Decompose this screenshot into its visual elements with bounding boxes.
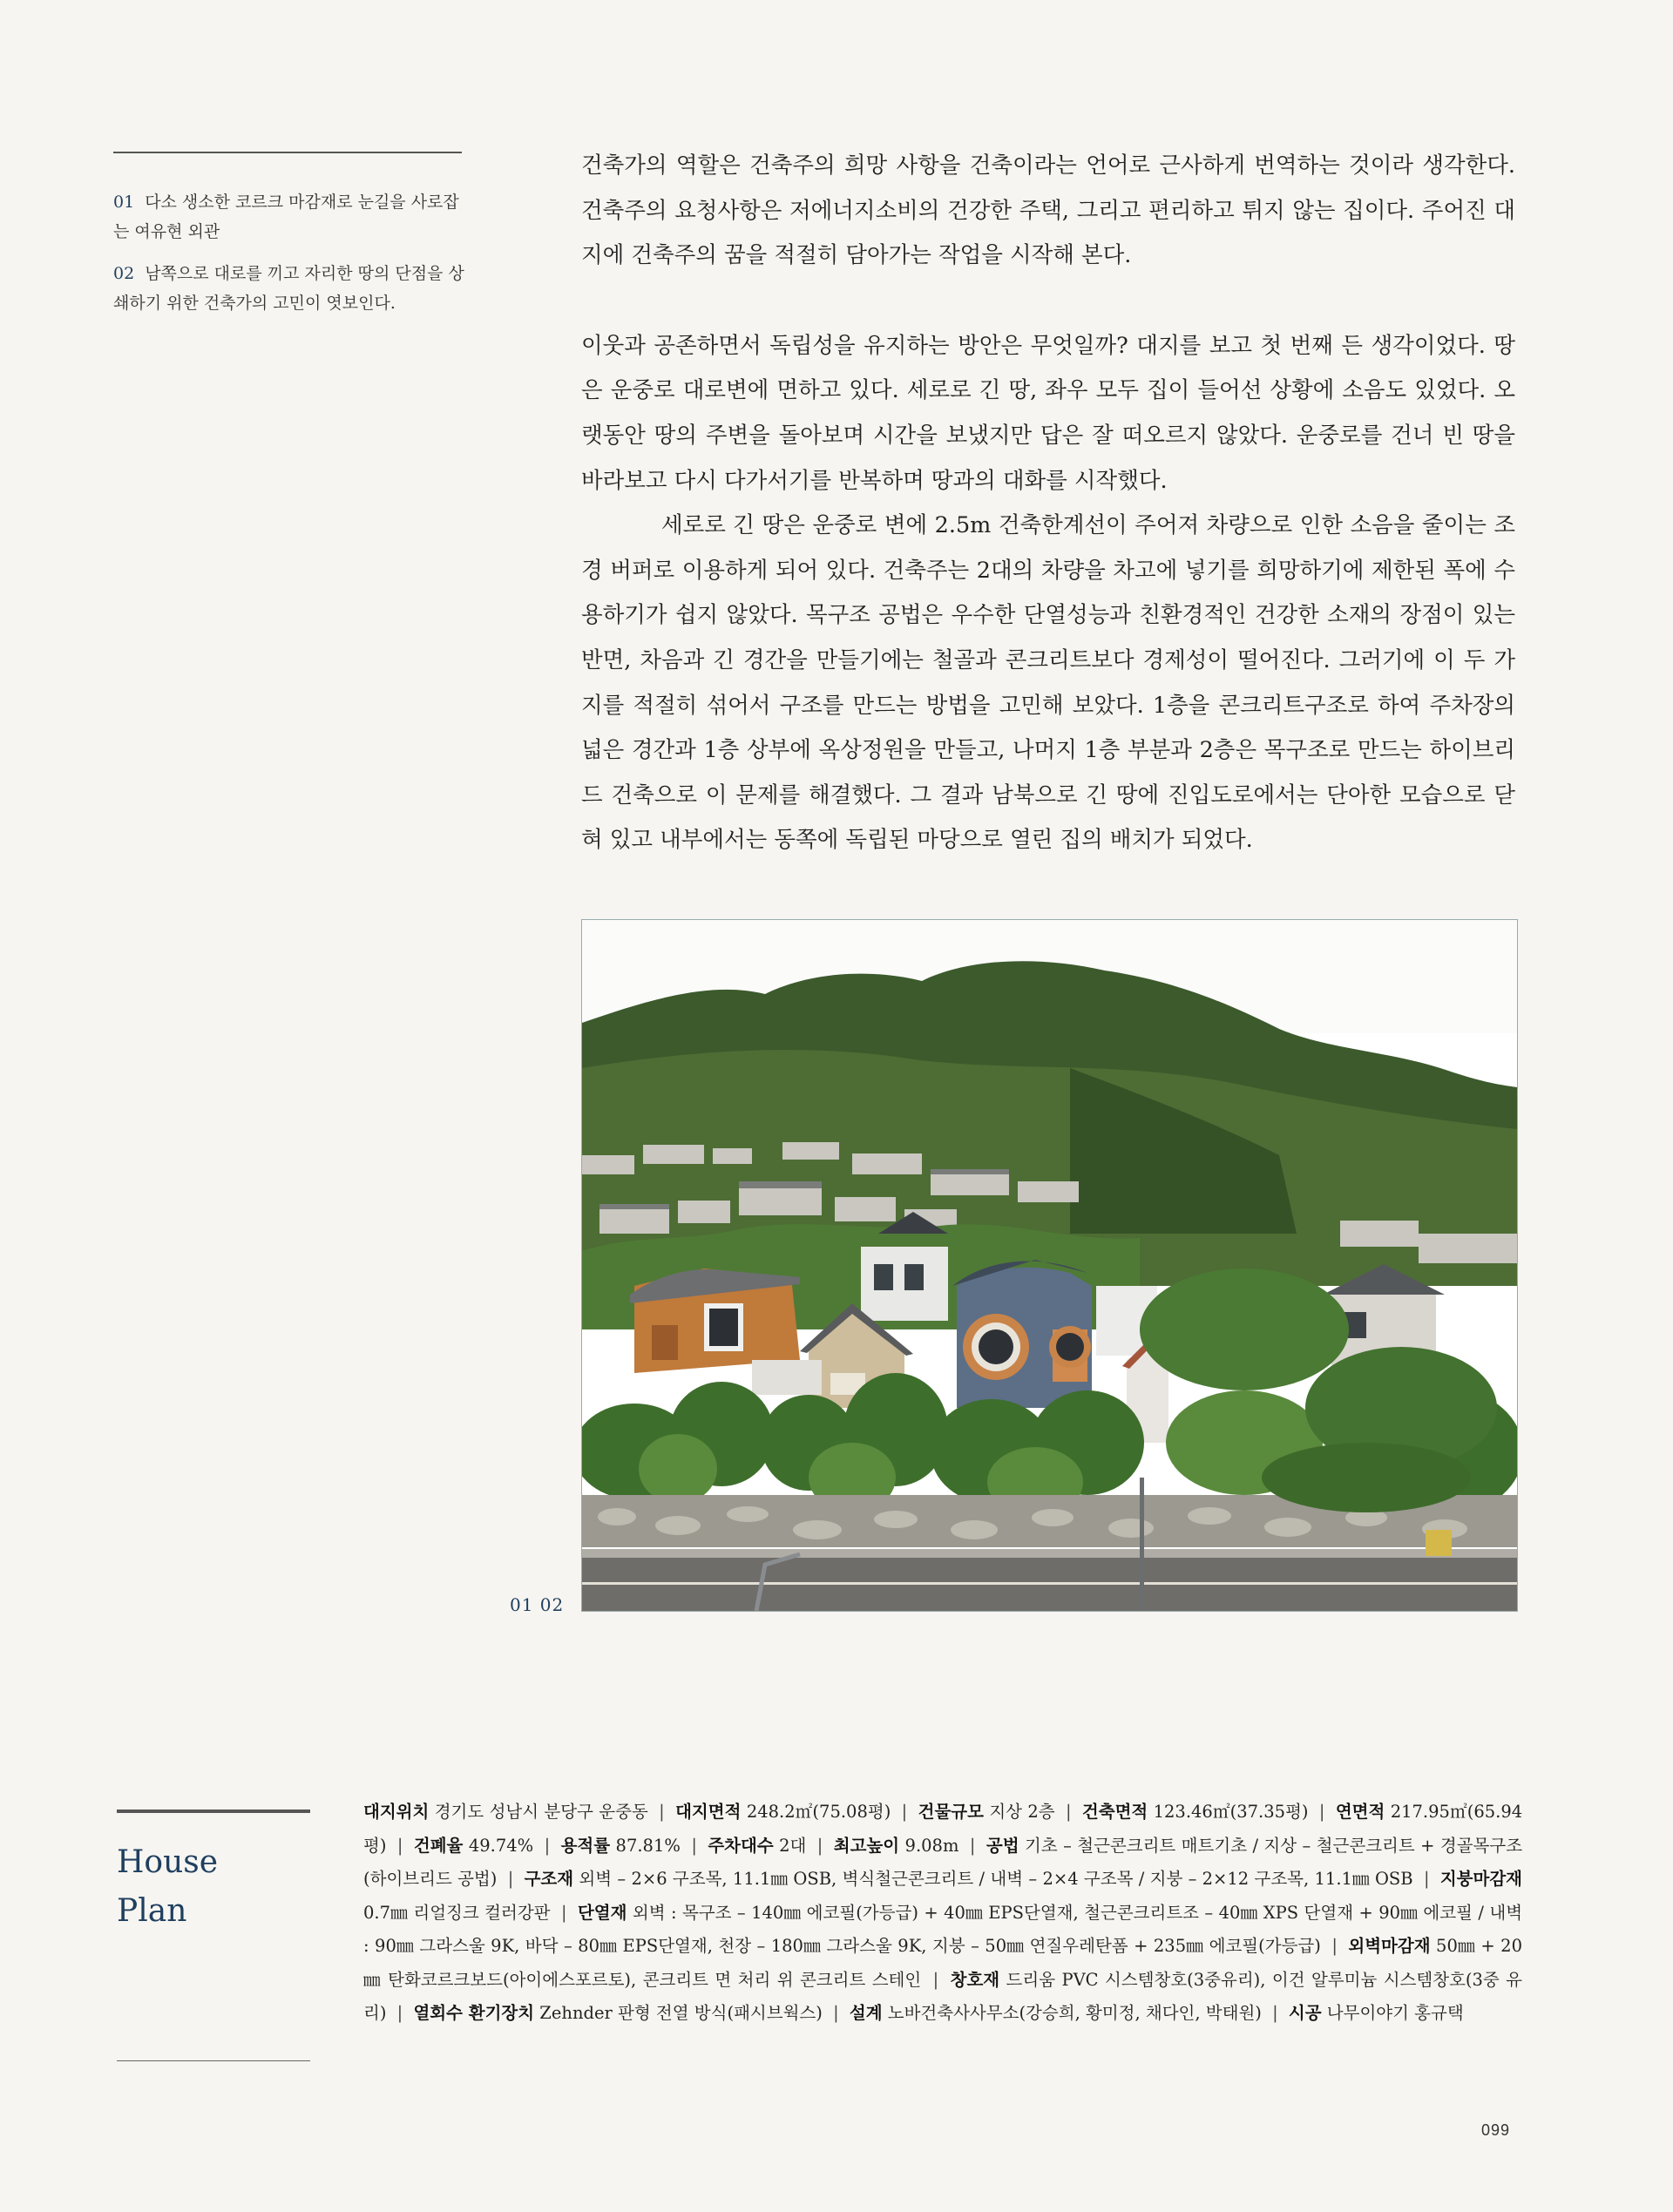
house-photo-illustration — [582, 920, 1517, 1611]
spec-value: 217.95㎡(65.94평) — [363, 1802, 1523, 1856]
spec-value: 0.7㎜ 리얼징크 컬러강판 — [363, 1902, 551, 1923]
page-number: 099 — [1481, 2121, 1511, 2139]
spec-label: 용적률 — [560, 1835, 611, 1856]
house-plan-title-line1: House — [117, 1844, 219, 1880]
spec-label: 연면적 — [1335, 1802, 1385, 1822]
spec-value: 경기도 성남시 분당구 운중동 — [434, 1802, 648, 1822]
spec-value: 지상 2층 — [989, 1802, 1055, 1822]
article-body — [581, 144, 1515, 863]
spec-separator: | — [816, 1835, 823, 1856]
paragraph: 세로로 긴 땅은 운중로 변에 2.5m 건축한계선이 주어져 차량으로 인한 소음을 줄이는 조경 버퍼로 이용하게 되어 있다. 건축주는 2대의 차량을 차고에 넣기를 희망하기에 제한된 폭에 수용하기가 쉽지 않았다. 목구조 공법은 우수한 단열성능과 친환경적인 건강한 소재의 장점이 있는 반면, 차음과 긴 경간을 만들기에는 철골과 콘크리트보다 경제성이 떨어진다. 그러기에 이 두 가지를 적절히 섞어서 구조를 만드는 방법을 고민해 보았다. 1층을 콘크리트구조로 하여 주차장의 넓은 경간과 1층 상부에 옥상정원을 만들고, 나머지 1층 부분과 2층은 목구조로 만드는 하이브리드 건축으로 이 문제를 해결했다. 그 결과 남북으로 긴 땅에 진입도로에서는 단아한 모습으로 닫혀 있고 내부에서는 동쪽에 독립된 마당으로 열린 집의 배치가 되었다. — [581, 512, 1515, 854]
spec-separator: | — [1318, 1802, 1325, 1822]
spec-value: 9.08m — [904, 1835, 959, 1856]
caption-text: 다소 생소한 코르크 마감재로 눈길을 사로잡는 여유현 외관 — [113, 193, 459, 241]
spec-value: 123.46㎡(37.35평) — [1153, 1802, 1309, 1822]
spec-separator: | — [901, 1802, 908, 1822]
paragraph: 건축가의 역할은 건축주의 희망 사항을 건축이라는 언어로 근사하게 번역하는 것이라 생각한다. 건축주의 요청사항은 저에너지소비의 건강한 주택, 그리고 편리하고 튀지 않는 집이다. 주어진 대지에 건축주의 꿈을 적절히 담아가는 작업을 시작해 본다. — [581, 152, 1515, 269]
spec-value: 기초 – 철근콘크리트 매트기초 / 지상 – 철근콘크리트 + 경골목구조(하이브리드 공법) — [363, 1835, 1523, 1889]
spec-separator: | — [1423, 1869, 1430, 1889]
spec-label: 구조재 — [524, 1869, 574, 1889]
spec-label: 건축면적 — [1081, 1802, 1148, 1822]
photo-numbers: 01 02 — [510, 1594, 565, 1615]
spec-separator: | — [932, 1969, 939, 1990]
spec-separator: | — [396, 1835, 403, 1856]
spec-separator: | — [1331, 1936, 1338, 1956]
spec-label: 대지면적 — [675, 1802, 742, 1822]
house-plan-title-line2: Plan — [117, 1893, 187, 1929]
spec-value: 외벽 : 목구조 – 140㎜ 에코필(가등급) + 40㎜ EPS단열재, 철근콘크리트조 – 40㎜ XPS 단열재 + 90㎜ 에코필 / 내벽 : 90㎜ 그라스울 9K, 바닥 – 80㎜ EPS단열재, 천장 – 180㎜ 그라스울 9K, 지붕 – 50㎜ 연질우레탄폼 + 235㎜ 에코필(가등급) — [363, 1902, 1523, 1956]
spec-separator: | — [507, 1869, 514, 1889]
paragraph: 이웃과 공존하면서 독립성을 유지하는 방안은 무엇일까? 대지를 보고 첫 번째 든 생각이었다. 땅은 운중로 대로변에 면하고 있다. 세로로 긴 땅, 좌우 모두 집이 들어선 상황에 소음도 있었다. 오랫동안 땅의 주변을 돌아보며 시간을 보냈지만 답은 잘 떠오르지 않았다. 운중로를 건너 빈 땅을 바라보고 다시 다가서기를 반복하며 땅과의 대화를 시작했다. — [581, 332, 1515, 494]
spec-value: 87.81% — [615, 1835, 681, 1856]
spec-separator: | — [691, 1835, 697, 1856]
spec-separator: | — [560, 1902, 567, 1923]
spec-label: 주차대수 — [708, 1835, 774, 1856]
spec-separator: | — [544, 1835, 551, 1856]
spec-value: 외벽 – 2×6 구조목, 11.1㎜ OSB, 벽식철근콘크리트 / 내벽 – 2×4 구조목 / 지붕 – 2×12 구조목, 11.1㎜ OSB — [579, 1869, 1413, 1889]
spec-label: 외벽마감재 — [1348, 1936, 1431, 1956]
house-plan-title — [117, 1838, 317, 1936]
caption-02 — [113, 259, 471, 318]
spec-label: 최고높이 — [833, 1835, 900, 1856]
spec-value: 나무이야기 홍규택 — [1326, 2003, 1464, 2023]
spec-value: 2대 — [779, 1835, 807, 1856]
spec-label: 시공 — [1288, 2003, 1322, 2023]
spec-value: 50㎜ + 20㎜ 탄화코르크보드(아이에스포르토), 콘크리트 면 처리 위 콘크리트 스테인 — [363, 1936, 1522, 1990]
spec-value: Zehnder 판형 전열 방식(패시브웍스) — [539, 2003, 823, 2023]
top-left-divider — [113, 152, 462, 153]
spec-label: 단열재 — [577, 1902, 627, 1923]
spec-label: 열회수 환기장치 — [413, 2003, 535, 2023]
spec-label: 대지위치 — [363, 1802, 430, 1822]
house-plan-bottom-divider — [117, 2060, 310, 2061]
spec-label: 공법 — [986, 1835, 1019, 1856]
spec-label: 창호재 — [950, 1969, 1000, 1990]
photo-captions — [113, 187, 471, 330]
house-plan-top-divider — [117, 1810, 310, 1813]
spec-separator: | — [833, 2003, 839, 2023]
house-plan-specs — [363, 1796, 1522, 2031]
spec-separator: | — [396, 2003, 403, 2023]
spec-separator: | — [1272, 2003, 1278, 2023]
spec-label: 지붕마감재 — [1439, 1869, 1523, 1889]
spec-value: 248.2㎡(75.08평) — [746, 1802, 891, 1822]
spec-separator: | — [1065, 1802, 1072, 1822]
spec-value: 49.74% — [468, 1835, 534, 1856]
spec-label: 설계 — [849, 2003, 883, 2023]
house-photo — [581, 919, 1518, 1612]
spec-separator: | — [969, 1835, 976, 1856]
spec-value: 드리움 PVC 시스템창호(3중유리), 이건 알루미늄 시스템창호(3중 유리) — [363, 1969, 1522, 2023]
spec-value: 노바건축사사무소(강승희, 황미정, 채다인, 박태원) — [887, 2003, 1262, 2023]
spec-separator: | — [659, 1802, 665, 1822]
caption-number: 02 — [113, 264, 135, 283]
caption-01 — [113, 187, 471, 247]
spec-label: 건물규모 — [918, 1802, 984, 1822]
caption-number: 01 — [113, 193, 135, 212]
caption-text: 남쪽으로 대로를 끼고 자리한 땅의 단점을 상쇄하기 위한 건축가의 고민이 엿보인다. — [113, 264, 464, 313]
spec-label: 건폐율 — [413, 1835, 464, 1856]
